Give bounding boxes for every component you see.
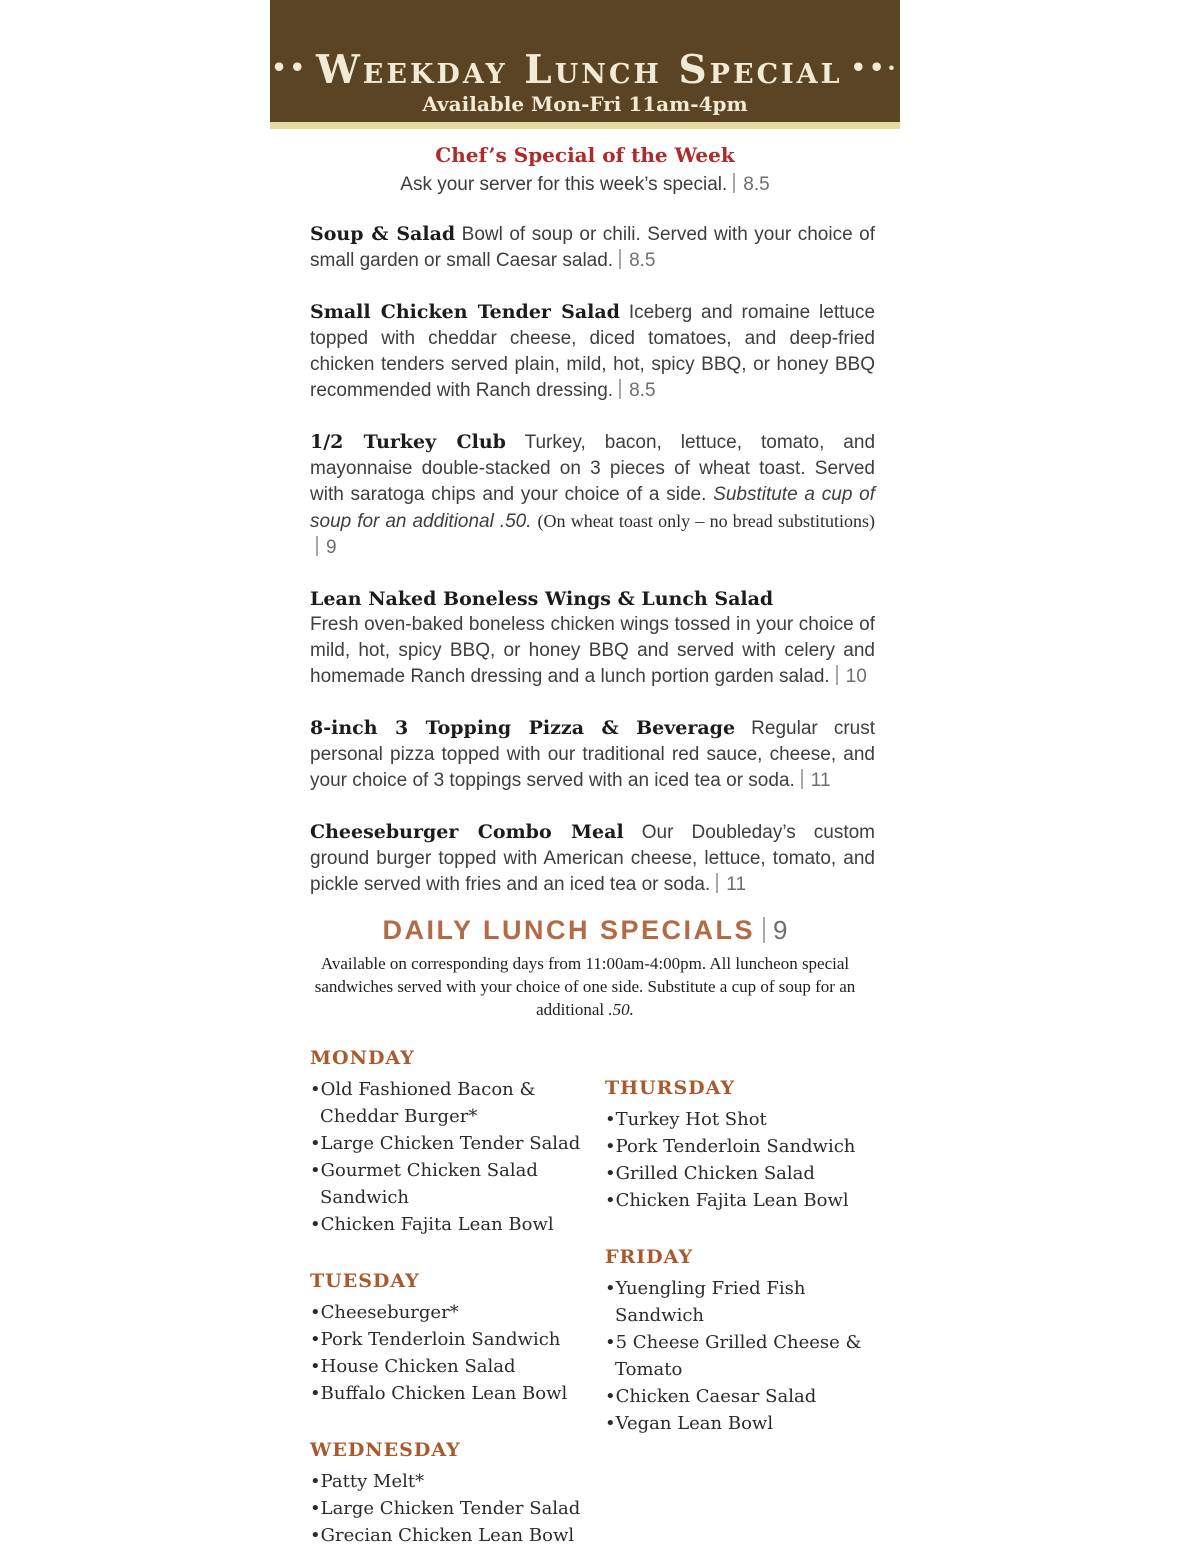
day-item: • Patty Melt* — [310, 1468, 605, 1495]
day-column-left — [310, 1047, 605, 1549]
banner-title: Weekday Lunch Special — [316, 47, 843, 93]
day-section-monday — [310, 1047, 605, 1238]
item-name: Soup & Salad — [310, 223, 456, 245]
day-section-friday — [605, 1246, 900, 1437]
chef-special-text: Ask your server for this week’s special. — [400, 174, 728, 195]
menu-item-lean-naked-boneless-wings — [310, 586, 875, 690]
day-list-monday — [310, 1076, 605, 1238]
day-item: • Yuengling Fried Fish Sandwich — [605, 1275, 900, 1329]
day-heading-friday: FRIDAY — [605, 1246, 694, 1269]
daily-specials-columns — [270, 1047, 900, 1549]
day-item: • Turkey Hot Shot — [605, 1106, 900, 1133]
item-price: 11 — [810, 770, 831, 791]
item-price: 8.5 — [629, 380, 656, 401]
item-description: Bowl of soup or chili. Served with your choice of small garden or small Caesar salad. — [310, 224, 875, 271]
day-item: • Large Chicken Tender Salad — [310, 1495, 605, 1522]
day-item: • Old Fashioned Bacon & Cheddar Burger* — [310, 1076, 605, 1130]
day-item: • 5 Cheese Grilled Cheese & Tomato — [605, 1329, 900, 1383]
menu-item-half-turkey-club — [310, 429, 875, 561]
price-pipe — [733, 173, 735, 193]
day-section-thursday — [605, 1077, 900, 1214]
day-heading-thursday: THURSDAY — [605, 1077, 736, 1100]
item-price: 10 — [845, 666, 867, 687]
menu-item-cheeseburger-combo — [310, 819, 875, 898]
day-item: • Buffalo Chicken Lean Bowl — [310, 1380, 605, 1407]
menu-item-8-inch-pizza-beverage — [310, 715, 875, 794]
day-item: • Chicken Fajita Lean Bowl — [605, 1187, 900, 1214]
day-item: • Chicken Fajita Lean Bowl — [310, 1211, 605, 1238]
price-pipe — [836, 665, 838, 685]
day-item: • Pork Tenderloin Sandwich — [605, 1133, 900, 1160]
item-name: Cheeseburger Combo Meal — [310, 821, 624, 843]
item-description: Turkey, bacon, lettuce, tomato, and mayonnaise double-stacked on 3 pieces of wheat toast. Served with saratoga chips and your choice of a side. — [310, 432, 876, 505]
daily-specials-price: 9 — [773, 915, 788, 945]
banner-title-row — [271, 47, 899, 93]
day-heading-monday: MONDAY — [310, 1047, 415, 1070]
day-list-friday — [605, 1275, 900, 1437]
day-heading-tuesday: TUESDAY — [310, 1270, 420, 1293]
day-item: • Pork Tenderloin Sandwich — [310, 1326, 605, 1353]
day-item: • Vegan Lean Bowl — [605, 1410, 900, 1437]
price-pipe — [716, 873, 718, 893]
day-section-wednesday — [310, 1439, 605, 1549]
daily-specials-heading — [270, 914, 900, 946]
item-name: Lean Naked Boneless Wings & Lunch Salad — [310, 588, 774, 610]
price-pipe — [801, 769, 803, 789]
chef-special-heading: Chef’s Special of the Week — [435, 143, 735, 167]
menu-page — [270, 0, 900, 1549]
item-description: Iceberg and romaine lettuce topped with cheddar cheese, diced tomatoes, and deep-fried chicken tenders served plain, mild, hot, spicy BBQ, or honey BBQ recommended with Ranch dressing. — [310, 302, 876, 401]
day-item: • Grecian Chicken Lean Bowl — [310, 1522, 605, 1549]
lunch-special-banner — [270, 0, 900, 122]
day-list-wednesday — [310, 1468, 605, 1549]
item-description: Regular crust personal pizza topped with our traditional red sauce, cheese, and your choice of 3 toppings served with an iced tea or soda. — [310, 718, 875, 791]
daily-specials-title: DAILY LUNCH SPECIALS — [382, 915, 756, 945]
item-name: 8-inch 3 Topping Pizza & Beverage — [310, 717, 736, 739]
daily-note-italic: .50. — [608, 1000, 634, 1020]
day-item: • Gourmet Chicken Salad Sandwich — [310, 1157, 605, 1211]
item-price: 11 — [726, 874, 747, 895]
banner-dots-left: •• — [271, 52, 308, 82]
day-item: • Cheeseburger* — [310, 1299, 605, 1326]
day-item: • House Chicken Salad — [310, 1353, 605, 1380]
banner-stripe — [270, 122, 900, 129]
menu-item-soup-salad — [310, 221, 875, 274]
day-list-thursday — [605, 1106, 900, 1214]
menu-item-small-chicken-tender-salad — [310, 299, 875, 404]
menu-items — [270, 221, 900, 898]
day-item: • Chicken Caesar Salad — [605, 1383, 900, 1410]
chef-special-line — [270, 173, 900, 196]
item-note: (On wheat toast only – no bread substitutions) — [537, 511, 875, 531]
item-price: 8.5 — [629, 250, 656, 271]
banner-subtitle: Available Mon-Fri 11am-4pm — [422, 92, 748, 116]
day-item: • Large Chicken Tender Salad — [310, 1130, 605, 1157]
price-pipe — [763, 917, 765, 943]
price-pipe — [619, 379, 621, 399]
price-pipe — [316, 536, 318, 556]
item-description-italic: Substitute a cup of soup for an additional .50. — [310, 484, 876, 532]
item-description: Our Doubleday’s custom ground burger topped with American cheese, lettuce, tomato, and pickle served with fries and an iced tea or soda. — [310, 822, 875, 895]
item-description: Fresh oven-baked boneless chicken wings tossed in your choice of mild, hot, spicy BBQ, or honey BBQ and served with celery and homemade Ranch dressing and a lunch portion garden salad. — [310, 614, 875, 687]
price-pipe — [619, 249, 621, 269]
daily-note-text: Available on corresponding days from 11:00am-4:00pm. All luncheon special sandwiches served with your choice of one side. Substitute a cup of soup for an additional — [314, 954, 856, 1020]
day-heading-wednesday: WEDNESDAY — [310, 1439, 461, 1462]
daily-specials-note — [285, 952, 885, 1021]
item-name: 1/2 Turkey Club — [310, 431, 506, 453]
banner-dots-right: ••· — [850, 52, 899, 82]
day-section-tuesday — [310, 1270, 605, 1407]
chef-special-price: 8.5 — [743, 174, 770, 195]
day-list-tuesday — [310, 1299, 605, 1407]
item-name: Small Chicken Tender Salad — [310, 301, 620, 323]
day-item: • Grilled Chicken Salad — [605, 1160, 900, 1187]
item-price: 9 — [326, 537, 337, 558]
day-column-right — [605, 1047, 900, 1549]
